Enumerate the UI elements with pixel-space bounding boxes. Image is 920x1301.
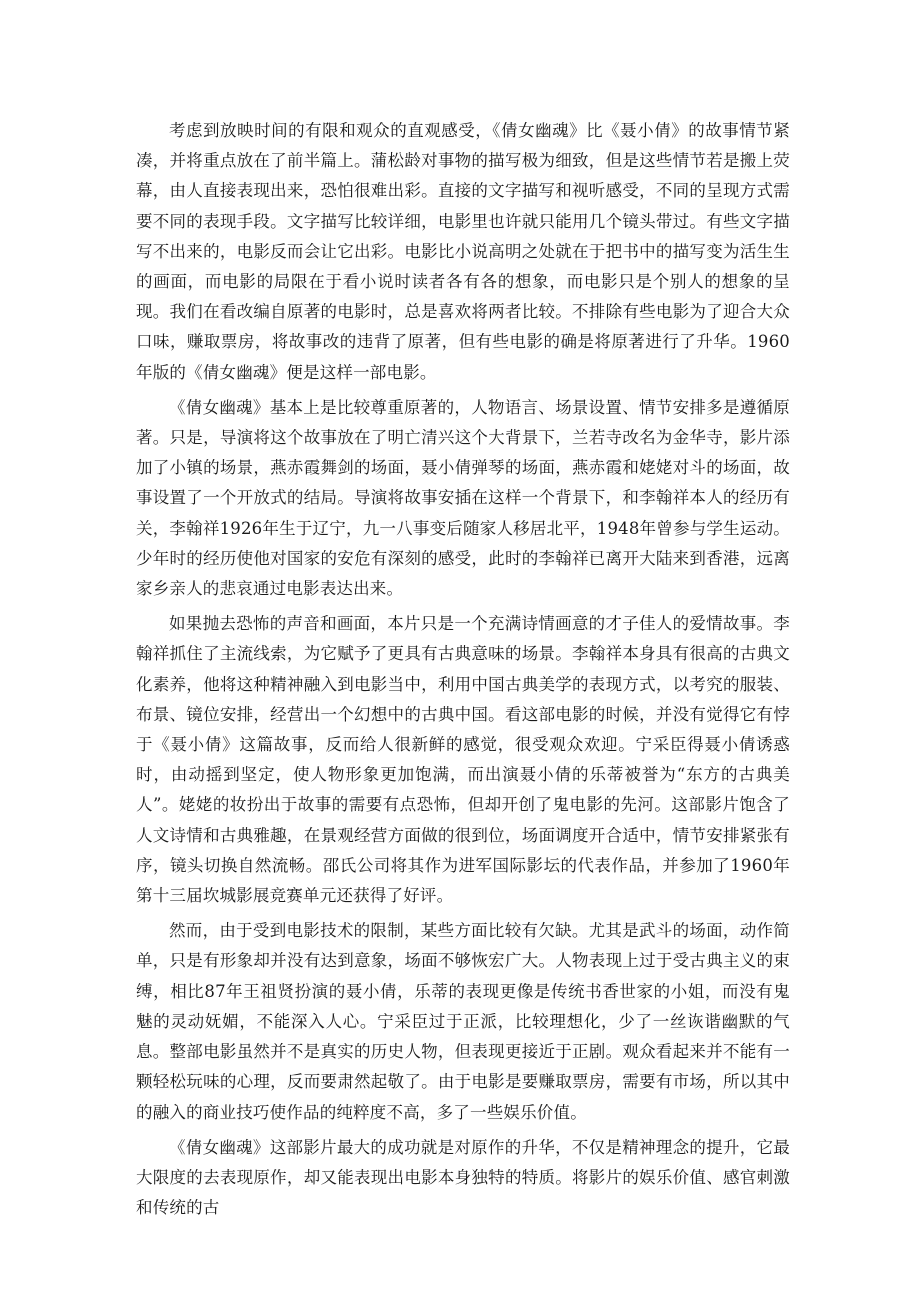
article-body	[136, 116, 790, 1223]
paragraph-1: 考虑到放映时间的有限和观众的直观感受，《倩女幽魂》比《聂小倩》的故事情节紧凑，并将重点放在了前半篇上。蒲松龄对事物的描写极为细致，但是这些情节若是搬上荧幕，由人直接表现出来，恐怕很难出彩。直接的文字描写和视听感受，不同的呈现方式需要不同的表现手段。文字描写比较详细，电影里也许就只能用几个镜头带过。有些文字描写不出来的，电影反而会让它出彩。电影比小说高明之处就在于把书中的描写变为活生生的画面，而电影的局限在于看小说时读者各有各的想象，而电影只是个别人的想象的呈现。我们在看改编自原著的电影时，总是喜欢将两者比较。不排除有些电影为了迎合大众口味，赚取票房，将故事改的违背了原著，但有些电影的确是将原著进行了升华。1960年版的《倩女幽魂》便是这样一部电影。	[136, 121, 790, 382]
paragraph-4: 然而，由于受到电影技术的限制，某些方面比较有欠缺。尤其是武斗的场面，动作简单，只是有形象却并没有达到意象，场面不够恢宏广大。人物表现上过于受古典主义的束缚，相比87年王祖贤扮演的聂小倩，乐蒂的表现更像是传统书香世家的小姐，而没有鬼魅的灵动妩媚，不能深入人心。宁采臣过于正派，比较理想化，少了一丝诙谐幽默的气息。整部电影虽然并不是真实的历史人物，但表现更接近于正剧。观众看起来并不能有一颗轻松玩味的心理，反而要肃然起敬了。由于电影是要赚取票房，需要有市场，所以其中的融入的商业技巧使作品的纯粹度不高，多了一些娱乐价值。	[136, 921, 790, 1122]
paragraph-5: 《倩女幽魂》这部影片最大的成功就是对原作的升华，不仅是精神理念的提升，它最大限度的去表现原作，却又能表现出电影本身独特的特质。将影片的娱乐价值、感官刺激和传统的古	[136, 1137, 790, 1218]
paragraph-2: 《倩女幽魂》基本上是比较尊重原著的，人物语言、场景设置、情节安排多是遵循原著。只是，导演将这个故事放在了明亡清兴这个大背景下，兰若寺改名为金华寺，影片添加了小镇的场景，燕赤霞舞剑的场面，聂小倩弹琴的场面，燕赤霞和姥姥对斗的场面，故事设置了一个开放式的结局。导演将故事安插在这样一个背景下，和李翰祥本人的经历有关，李翰祥1926年生于辽宁，九一八事变后随家人移居北平，1948年曾参与学生运动。少年时的经历使他对国家的安危有深刻的感受，此时的李翰祥已离开大陆来到香港，远离家乡亲人的悲哀通过电影表达出来。	[136, 397, 790, 599]
paragraph-3: 如果抛去恐怖的声音和画面，本片只是一个充满诗情画意的才子佳人的爱情故事。李翰祥抓住了主流线索，为它赋予了更具有古典意味的场景。李翰祥本身具有很高的古典文化素养，他将这种精神融入到电影当中，利用中国古典美学的表现方式，以考究的服装、布景、镜位安排，经营出一个幻想中的古典中国。看这部电影的时候，并没有觉得它有悖于《聂小倩》这篇故事，反而给人很新鲜的感觉，很受观众欢迎。宁采臣得聂小倩诱惑时，由动摇到坚定，使人物形象更加饱满，而出演聂小倩的乐蒂被誉为“东方的古典美人”。姥姥的妆扮出于故事的需要有点恐怖，但却开创了鬼电影的先河。这部影片饱含了人文诗情和古典雅趣，在景观经营方面做的很到位，场面调度开合适中，情节安排紧张有序，镜头切换自然流畅。邵氏公司将其作为进军国际影坛的代表作品，并参加了1960年第十三届坎城影展竞赛单元还获得了好评。	[136, 614, 790, 906]
